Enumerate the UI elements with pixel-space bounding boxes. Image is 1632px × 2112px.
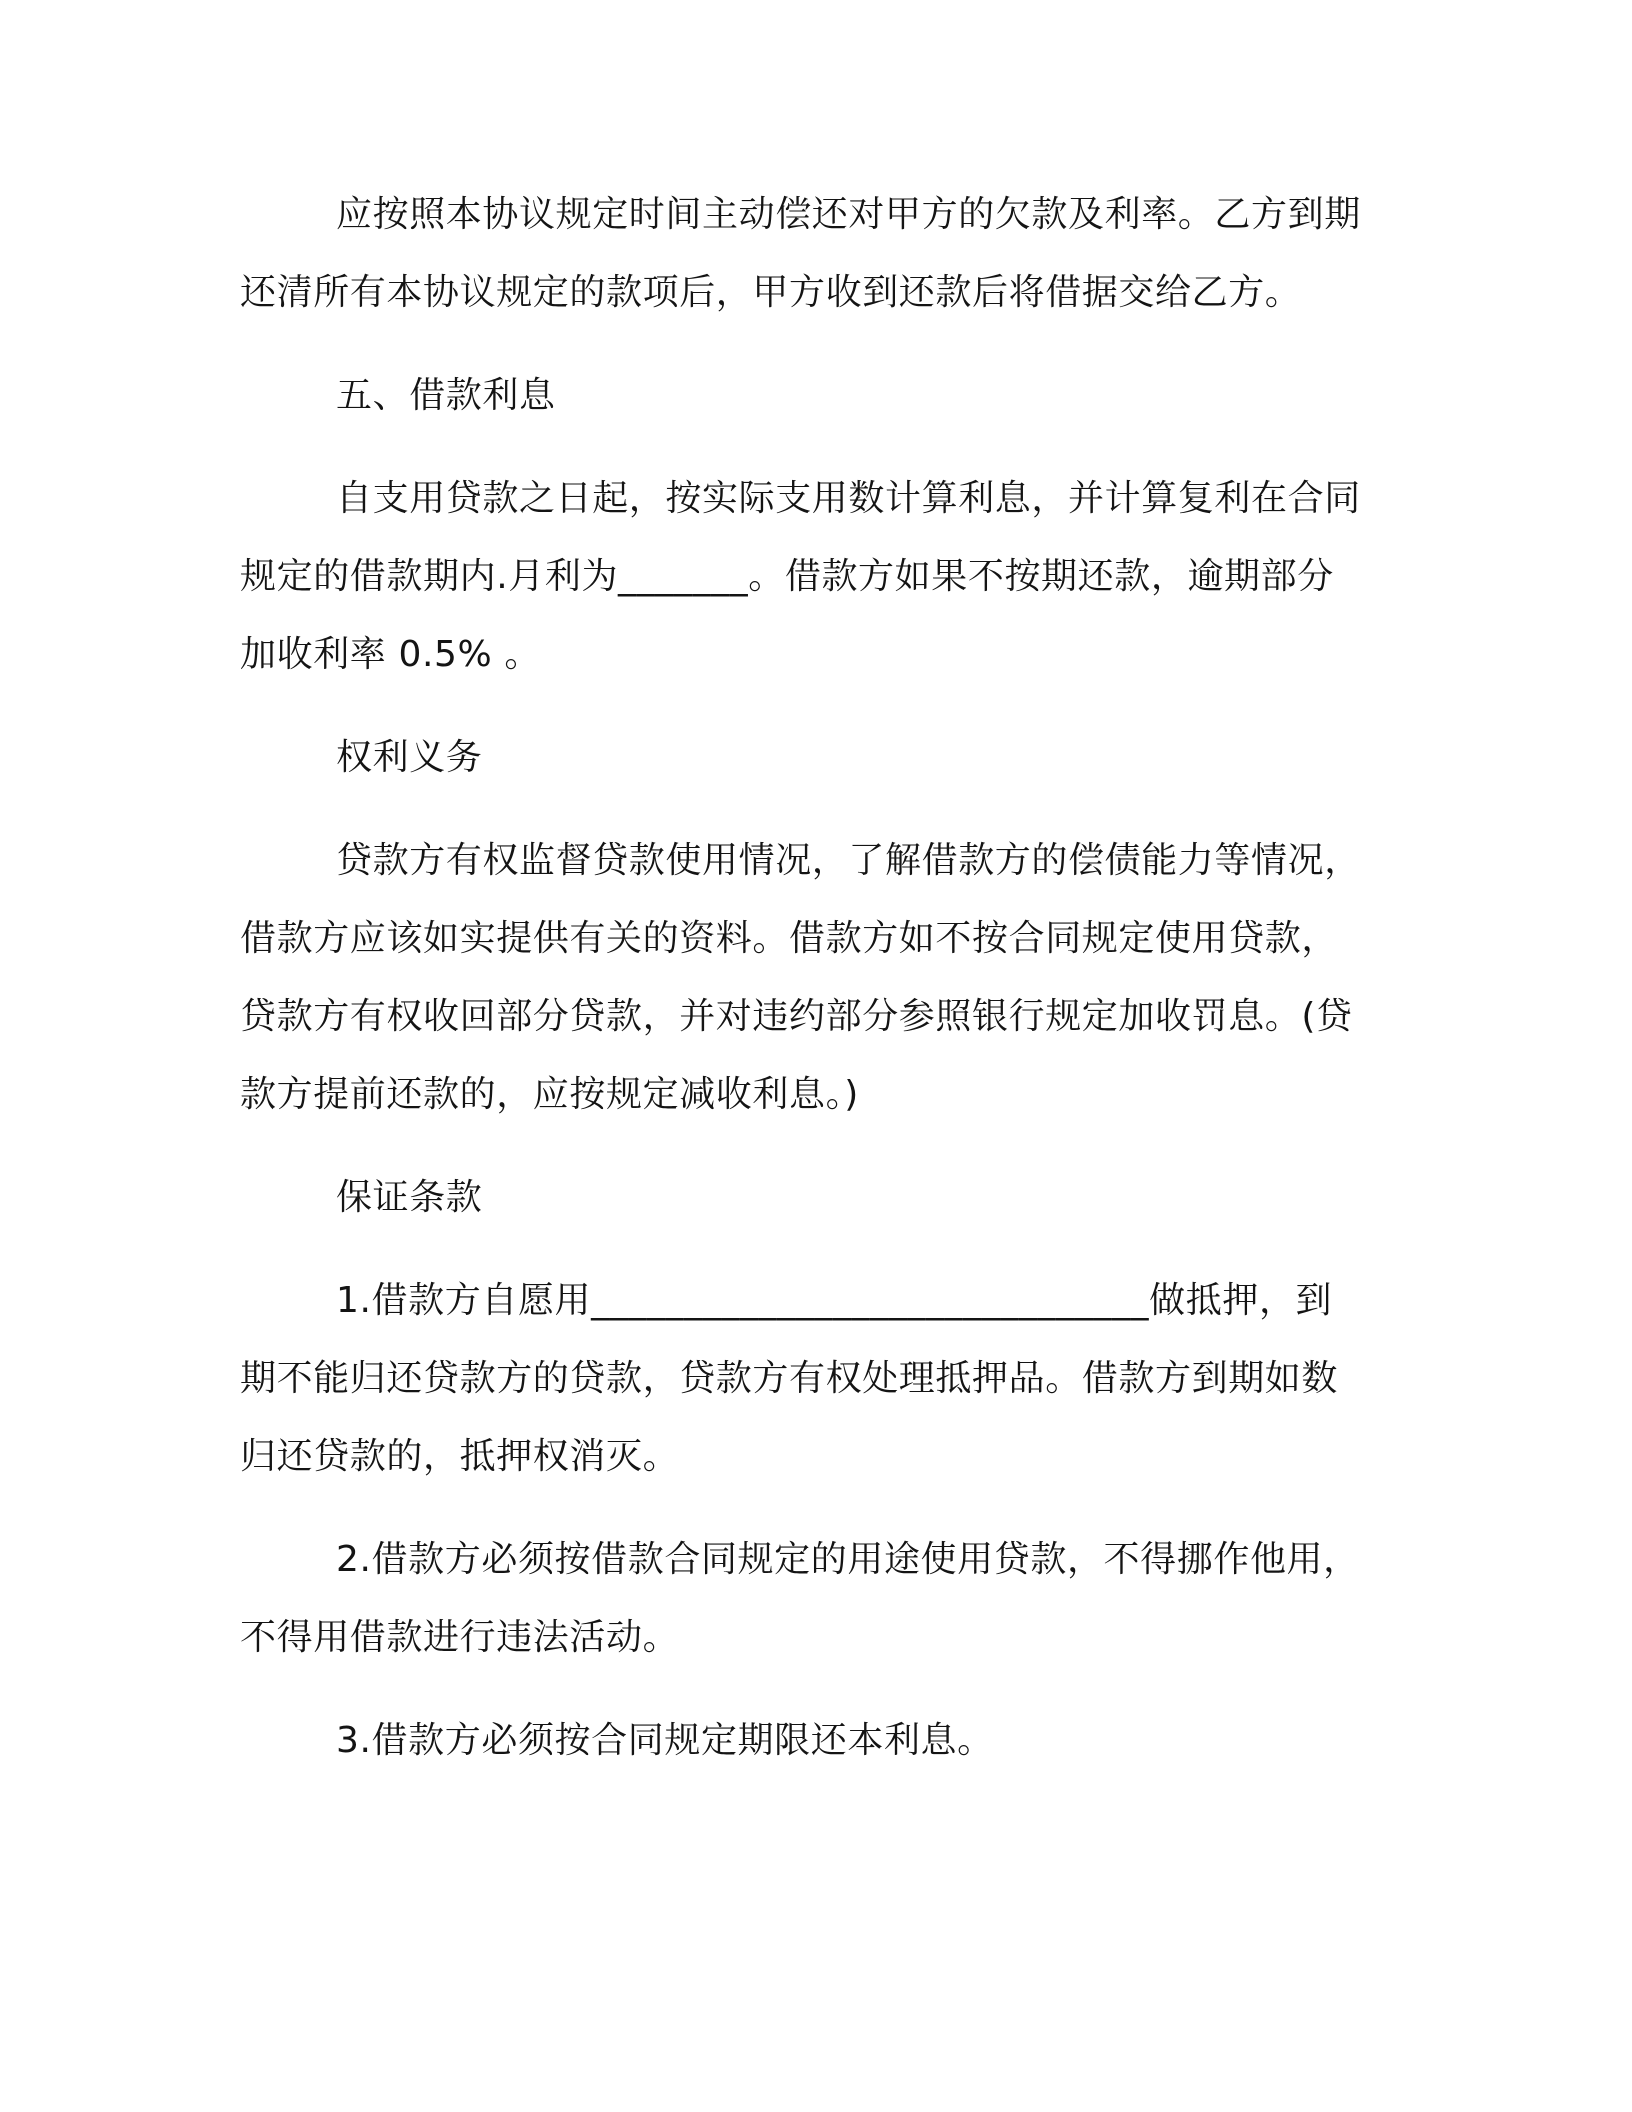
text-line: 2.借款方必须按借款合同规定的用途使用贷款，不得挪作他用， [336,1539,1360,1580]
text-line: 自支用贷款之日起，按实际支用数计算利息，并计算复利在合同 [336,478,1361,519]
text-line: 规定的借款期内.月利为_______。借款方如果不按期还款，逾期部分 [240,556,1334,597]
text-line: 贷款方有权收回部分贷款，并对违约部分参照银行规定加收罚息。(贷 [240,996,1353,1037]
text-line: 期不能归还贷款方的贷款，贷款方有权处理抵押品。借款方到期如数 [240,1358,1339,1399]
text-line: 贷款方有权监督贷款使用情况，了解借款方的偿债能力等情况， [336,840,1361,881]
text-line: 不得用借款进行违法活动。 [240,1617,680,1658]
text-line: 1.借款方自愿用______________________________做抵押，到 [336,1280,1333,1321]
text-line: 加收利率 0.5% 。 [240,634,541,675]
text-line: 款方提前还款的，应按规定减收利息。) [240,1074,859,1115]
section-heading: 权利义务 [336,737,483,778]
section-heading: 五、借款利息 [336,375,556,416]
section-heading: 保证条款 [336,1177,483,1218]
text-line: 归还贷款的，抵押权消灭。 [240,1436,680,1477]
text-line: 应按照本协议规定时间主动偿还对甲方的欠款及利率。乙方到期 [336,194,1361,235]
text-line: 还清所有本协议规定的款项后，甲方收到还款后将借据交给乙方。 [240,272,1302,313]
text-line: 借款方应该如实提供有关的资料。借款方如不按合同规定使用贷款， [240,918,1339,959]
text-line: 3.借款方必须按合同规定期限还本利息。 [336,1720,994,1761]
